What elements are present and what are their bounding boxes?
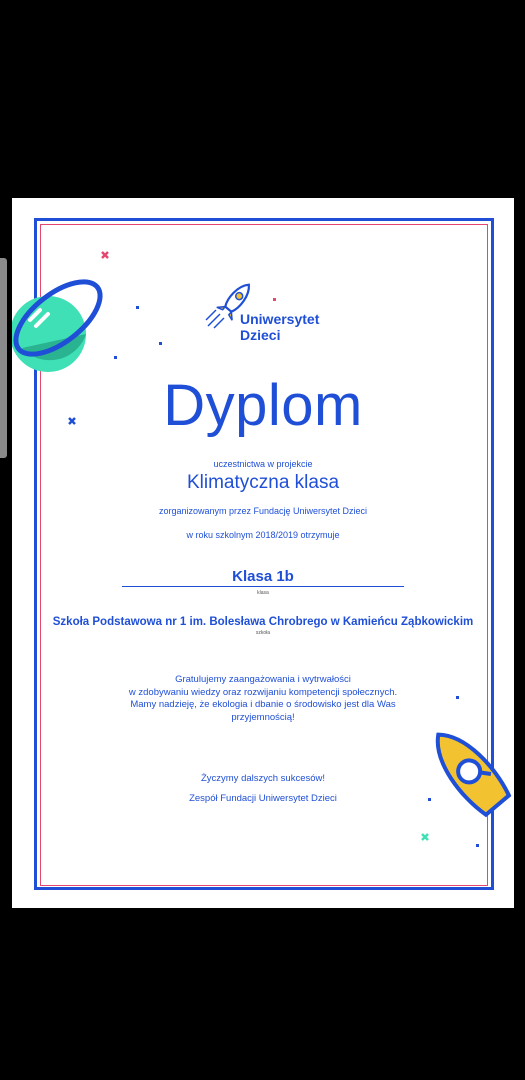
decor-dot xyxy=(476,844,479,847)
message-line: Mamy nadzieję, że ekologia i dbanie o środowisko jest dla Was xyxy=(130,699,396,710)
school-year-text: w roku szkolnym 2018/2019 otrzymuje xyxy=(186,530,340,540)
message-line: w zdobywaniu wiedzy oraz rozwijaniu kompetencji społecznych. xyxy=(128,686,398,698)
recipient-caption: klasa xyxy=(257,590,269,596)
wishes-text: Życzymy dalszych sukcesów! xyxy=(200,773,326,784)
sparkle-icon xyxy=(420,832,430,842)
project-name: Klimatyczna klasa xyxy=(186,472,340,493)
diploma-page xyxy=(12,198,514,908)
sparkle-icon xyxy=(100,250,110,260)
message-line: przyjemnością! xyxy=(231,711,295,723)
planet-icon xyxy=(12,276,108,388)
diploma-title: Dyplom xyxy=(163,373,363,438)
decor-dot xyxy=(136,306,139,309)
signature-text: Zespół Fundacji Uniwersytet Dzieci xyxy=(189,793,337,804)
recipient-name: Klasa 1b xyxy=(232,568,294,585)
decor-dot xyxy=(114,356,117,359)
school-caption: szkoła xyxy=(255,630,271,636)
side-panel-handle[interactable] xyxy=(0,258,7,458)
decor-dot xyxy=(273,298,276,301)
participation-text: uczestnictwa w projekcie xyxy=(213,459,313,469)
organizer-text: zorganizowanym przez Fundację Uniwersytet Dzieci xyxy=(158,506,368,516)
message-line: Gratulujemy zaangażowania i wytrwałości xyxy=(175,674,351,685)
brand-name xyxy=(240,311,319,343)
recipient-line xyxy=(122,586,404,587)
brand-line-1: Uniwersytet xyxy=(240,311,320,327)
brand-line-2: Dzieci xyxy=(240,327,281,343)
congratulations-message xyxy=(12,674,514,724)
school-name: Szkoła Podstawowa nr 1 im. Bolesława Chrobrego w Kamieńcu Ząbkowickim xyxy=(52,616,474,628)
decor-dot xyxy=(159,342,162,345)
